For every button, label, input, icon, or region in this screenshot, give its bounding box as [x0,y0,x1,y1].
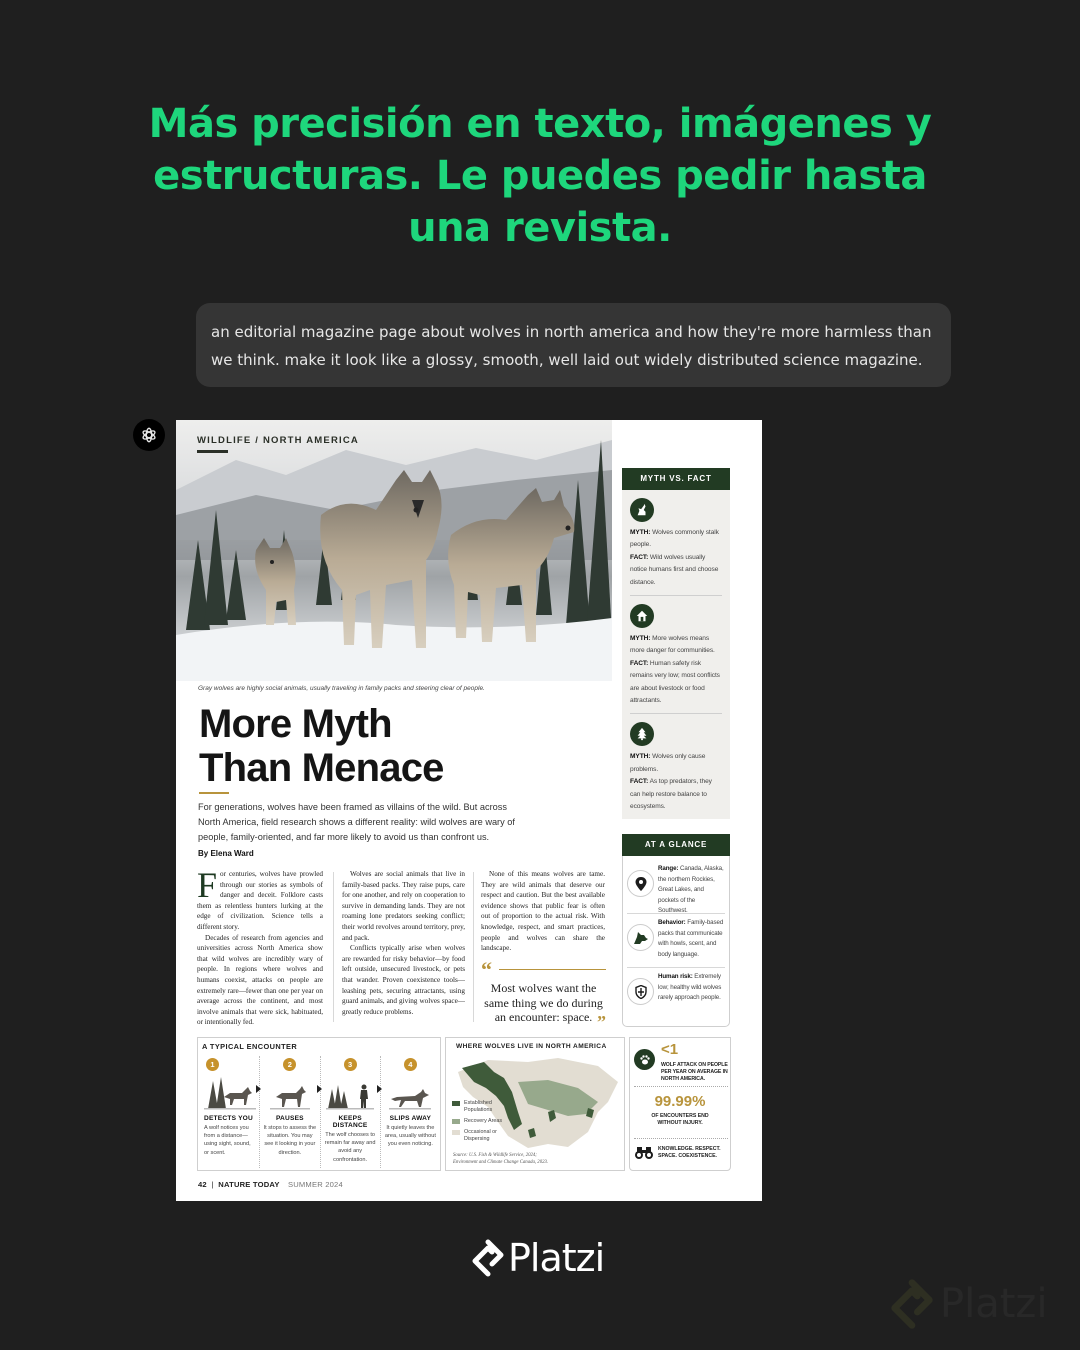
issue-season: SUMMER 2024 [287,1180,343,1189]
glance-text: Canada, Alaska, the northern Rockies, Great Lakes, and pockets of the Southwest. [658,865,724,915]
legend-swatch-recovery [452,1119,460,1124]
fact-label: FACT: [630,778,649,786]
fact-text: Wild wolves usually notice humans first and choose distance. [630,553,719,586]
encounter-step [259,1056,319,1168]
myth-item [630,498,722,596]
glance-item [627,968,725,1022]
step-label: DETECTS YOU [204,1115,253,1122]
step-desc: The wolf chooses to remain far away and avoid any confrontation. [324,1132,376,1163]
headline-line-3: una revista. [408,205,672,251]
paragraph: Decades of research from agencies and universities across North America show that wild wolves are incredibly wary of people. In regions where wolves and humans coexist, attacks on people are extremely rare—fewer than one per year on average across the continent, and most involve animals that were sick, habituated, or intentionally fed. [197,933,323,1027]
fact-label: FACT: [630,659,649,667]
stat-divider [634,1138,728,1139]
myth-label: MYTH: [630,529,651,536]
footer-separator: | [211,1180,214,1189]
step-label: PAUSES [275,1115,304,1122]
title-line-1: More Myth [199,702,392,746]
encounter-step [320,1056,380,1168]
map-title: WHERE WOLVES LIVE IN NORTH AMERICA [456,1043,607,1050]
encounter-step [200,1056,259,1168]
fact-text: Human safety risk remains very low; most conflicts are about livestock or food attractants. [630,659,720,705]
wolf-stats-panel [629,1037,731,1171]
quote-rule [499,969,606,970]
drop-cap: F [197,865,218,905]
myth-vs-fact-box [622,468,730,819]
myth-item [630,604,722,714]
step-desc: A wolf notices you from a distance—using sight, sound, or scent. [204,1125,251,1156]
platzi-watermark [888,1276,1048,1332]
keeps-distance-illustration [321,1071,380,1111]
user-prompt-bubble: an editorial magazine page about wolves in north america and how they're more harmless than we think. make it look like a glossy, smooth, well laid out widely distributed science magazine. [196,303,951,387]
title-line-2: Than Menace [199,746,444,790]
legend-label: Occasional or Dispersing [464,1129,497,1142]
step-desc: It quietly leaves the area, usually without you even noticing. [384,1125,436,1148]
binoculars-icon [634,1146,654,1165]
map-legend [452,1100,504,1147]
typical-encounter-panel [197,1037,441,1171]
motto-text: KNOWLEDGE. RESPECT. SPACE. COEXISTENCE. [658,1146,721,1160]
fact-label: FACT: [630,553,649,561]
stat-attacks-value: <1 [661,1041,679,1058]
body-column-3 [481,869,605,954]
legend-swatch-occasional [452,1130,460,1135]
arrow-right-icon [256,1085,261,1093]
arrow-right-icon [377,1085,382,1093]
howling-wolf-icon [630,498,654,522]
stat-attacks-label: WOLF ATTACK ON PEOPLE PER YEAR ON AVERAGE IN NORTH AMERICA. [661,1062,728,1082]
wolves-hero-photo [176,420,612,681]
column-divider [473,872,474,1022]
paragraph: Wolves are social animals that live in family-based packs. They raise pups, care for one another, and rely on cooperation to survive in demanding lands. They are not roaming lone predators seeking conflict; their world revolves around territory, prey, and pack. [342,870,465,942]
headline-line-2: estructuras. Le puedes pedir hasta [153,153,927,199]
platzi-wordmark: Platzi [508,1236,605,1280]
kicker-rule [197,450,228,453]
legend-swatch-established [452,1101,460,1106]
open-quote-icon: “ [481,957,492,982]
step-number: 3 [344,1058,357,1071]
glance-label: Behavior: [658,919,686,926]
step-label: SLIPS AWAY [389,1115,432,1122]
paragraph: Conflicts typically arise when wolves are rewarded for risky behavior—by food left outside, unsecured livestock, or pets that wander. Proven coexistence tools—leashing pets, securing attractants, using guard animals, and giving wolves space—greatly reduce problems. [342,944,465,1016]
stat-divider [634,1086,728,1087]
title-rule [199,792,229,794]
community-house-icon [630,604,654,628]
step-label: KEEPS DISTANCE [332,1115,368,1129]
at-a-glance-box [622,834,730,1027]
pull-quote-text: Most wolves want the same thing we do during an encounter: space. [484,981,603,1025]
glance-item [627,860,725,914]
step-number: 4 [404,1058,417,1071]
encounter-step [380,1056,440,1168]
map-source: Source: U.S. Fish & Wildlife Service, 2024; Environment and Climate Change Canada, 2023. [453,1153,549,1165]
pull-quote [481,957,606,1032]
pine-tree-icon [630,722,654,746]
wolf-slips-away-illustration [381,1071,440,1111]
step-number: 1 [206,1058,219,1071]
body-column-1 [197,865,323,1028]
byline: By Elena Ward [198,849,254,858]
wolf-head-icon [627,924,654,951]
platzi-logo [470,1236,604,1280]
myth-label: MYTH: [630,635,651,643]
glance-text: Family-based packs that communicate with howls, scent, and body language. [658,919,724,958]
promo-headline [0,98,1080,254]
paragraph: None of this means wolves are tame. They are wild animals that deserve our respect and caution. But the best available evidence shows that public fear is often out of proportion to the actual risk. With knowledge, respect, and smart practices, people and wolves can share the landscape. [481,870,605,953]
body-column-2 [342,869,465,1017]
article-title [199,702,499,790]
location-pin-icon [627,870,654,897]
photo-caption: Gray wolves are highly social animals, usually traveling in family packs and steering clear of people. [198,685,485,692]
myth-label: MYTH: [630,753,651,761]
page-footer [198,1180,343,1189]
shield-icon [627,978,654,1005]
platzi-watermark-icon [888,1276,936,1332]
myth-item [630,722,722,819]
platzi-logo-icon [470,1239,506,1277]
paragraph: or centuries, wolves have prowled through our stories as symbols of danger and deceit. Folklore casts them as relentless hunters lurking at the edge of civilization. Science tells a different story. [197,870,323,931]
glance-item [627,914,725,968]
step-desc: It stops to assess the situation. You may see it looking in your direction. [263,1125,317,1156]
openai-logo-icon [133,419,165,451]
stat-encounters-label: OF ENCOUNTERS END WITHOUT INJURY. [651,1113,709,1126]
article-dek: For generations, wolves have been framed as villains of the wild. But across North America, field research shows a different reality: wild wolves are wary of people, family-oriented, and far more likely to avoid us than confront us. [198,802,515,842]
page-number: 42 [198,1180,207,1189]
myth-text: Wolves only cause problems. [630,753,706,773]
close-quote-icon: ” [597,1011,606,1032]
stat-encounters-value: 99.99% [654,1093,706,1110]
glance-text: Extremely low; healthy wild wolves rarely approach people. [658,973,722,1002]
legend-label: Recovery Areas [464,1118,503,1124]
encounter-title: A TYPICAL ENCOUNTER [202,1042,298,1051]
legend-label: Established Populations [464,1100,493,1113]
wolf-pauses-illustration [260,1071,319,1111]
section-kicker: WILDLIFE / NORTH AMERICA [197,435,359,446]
publication-name: NATURE TODAY [218,1180,280,1189]
fact-text: As top predators, they can help restore balance to ecosystems. [630,778,712,811]
myth-text: Wolves commonly stalk people. [630,529,719,549]
glance-label: Range: [658,865,679,872]
platzi-watermark-text: Platzi [940,1281,1048,1327]
column-divider [333,872,334,1022]
headline-line-1: Más precisión en texto, imágenes y [148,101,932,147]
wolf-detects-illustration [200,1071,259,1111]
wolf-range-map-panel [445,1037,625,1171]
step-number: 2 [283,1058,296,1071]
glance-label: Human risk: [658,973,693,980]
myth-text: More wolves means more danger for communities. [630,635,715,655]
myth-vs-fact-title: MYTH VS. FACT [622,468,730,490]
arrow-right-icon [317,1085,322,1093]
at-a-glance-title: AT A GLANCE [622,834,730,856]
paw-print-icon [634,1049,655,1070]
magazine-page [176,420,762,1201]
